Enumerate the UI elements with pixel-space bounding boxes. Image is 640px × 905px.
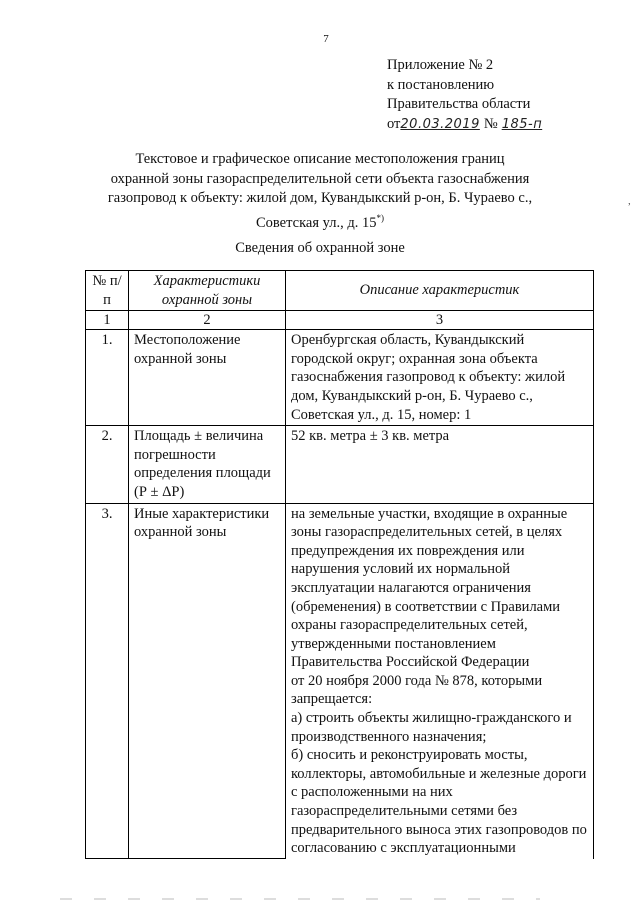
row-description — [286, 503, 594, 859]
title-line-4 — [60, 209, 580, 233]
row-description: 52 кв. метра ± 3 кв. метра — [286, 426, 594, 503]
row-characteristic: Площадь ± величина погрешности определения площади (Р ± ΔР) — [129, 426, 286, 503]
index-cell-2: 2 — [129, 311, 286, 330]
appendix-line-2: к постановлению — [387, 76, 495, 93]
title-line-1: Текстовое и графическое описание местоположения границ — [135, 151, 505, 167]
header-description: Описание характеристик — [286, 271, 594, 311]
table-row — [86, 503, 594, 859]
table-row — [86, 330, 594, 426]
row-description: Оренбургская область, Кувандыкский городской округ; охранная зона объекта газоснабжения газопровод к объекту: жилой дом, Кувандыкский р-он, Б. Чураево с., Советская ул., д. 15, номер: 1 — [286, 330, 594, 426]
row-num: 2. — [86, 426, 129, 503]
restriction-item-b: б) сносить и реконструировать мосты, коллекторы, автомобильные и железные дороги с расположенными на них газораспределительными сетями без предварительного выноса этих газопроводов по согласованию с эксплуатационными — [291, 747, 587, 857]
appendix-block — [387, 56, 542, 134]
number-sign: № — [483, 115, 498, 132]
page-number: 7 — [323, 33, 329, 45]
date-prefix: от — [387, 115, 401, 132]
document-title — [60, 150, 580, 233]
scan-footer-noise — [60, 896, 540, 902]
table-row — [86, 426, 594, 503]
title-line-2: охранной зоны газораспределительной сети объекта газоснабжения — [110, 170, 530, 187]
header-num: № п/п — [86, 271, 129, 311]
appendix-line-1: Приложение № 2 — [387, 57, 494, 73]
section-heading: Сведения об охранной зоне — [235, 240, 405, 256]
row-characteristic: Местоположение охранной зоны — [129, 330, 286, 426]
handwritten-date: 20.03.2019 — [400, 116, 480, 132]
table-header-row — [86, 271, 594, 311]
row-num: 3. — [86, 503, 129, 859]
row-num: 1. — [86, 330, 129, 426]
restriction-item-a: а) строить объекты жилищно-гражданского и производственного назначения; — [291, 710, 572, 745]
index-cell-3: 3 — [286, 311, 594, 330]
restrictions-intro: на земельные участки, входящие в охранные зоны газораспределительных сетей, в целях предупреждения их повреждения или нарушения условий их нормальной эксплуатации налагаются ограничения (обременения) в соответствии с Правилами охраны газораспределительных сетей, утвержденными постановлением Правительства Российской Федерации — [291, 505, 568, 671]
table-index-row — [86, 311, 594, 330]
handwritten-number: 185-п — [501, 116, 543, 132]
restrictions-decree: от 20 ноября 2000 года № 878, которыми запрещается: — [291, 672, 543, 708]
zone-table — [85, 270, 594, 859]
scan-mark: , — [628, 195, 631, 207]
appendix-line-3: Правительства области — [387, 96, 531, 112]
title-line-3: газопровод к объекту: жилой дом, Кувандыкский р-он, Б. Чураево с., — [107, 190, 533, 206]
row-characteristic: Иные характеристики охранной зоны — [129, 503, 286, 859]
index-cell-1: 1 — [86, 311, 129, 330]
appendix-date-line — [387, 115, 542, 135]
header-characteristics: Характеристики охранной зоны — [129, 271, 286, 311]
footnote-mark: *) — [376, 212, 384, 223]
title-address: Советская ул., д. 15 — [256, 214, 377, 231]
